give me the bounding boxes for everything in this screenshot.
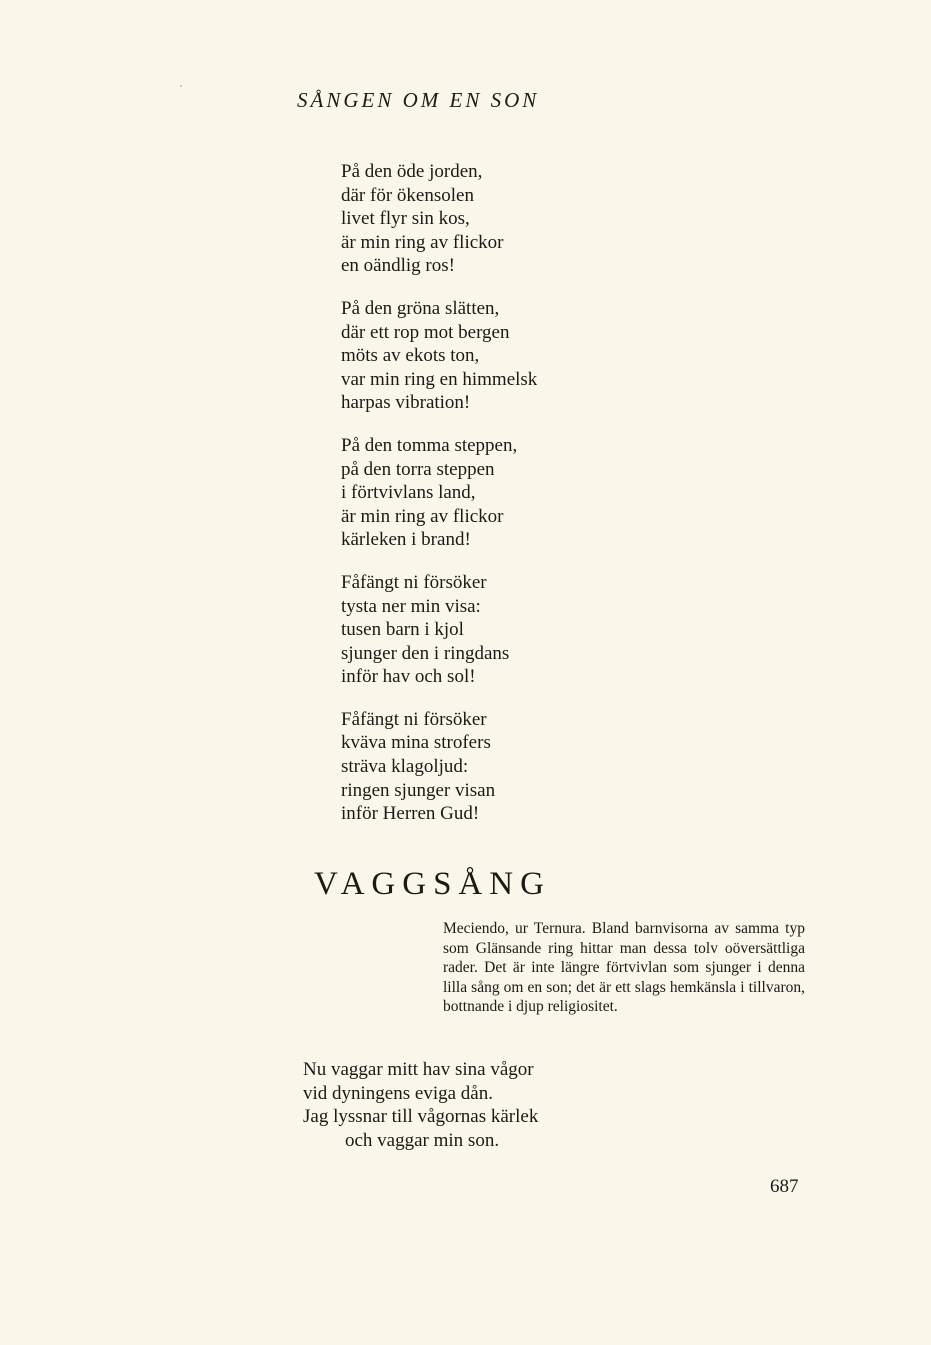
poem-line: sjunger den i ringdans [341, 642, 510, 664]
poem-line: är min ring av flickor [341, 231, 504, 253]
poem-line: möts av ekots ton, [341, 345, 480, 367]
poem-stanza [341, 708, 661, 826]
poem [341, 160, 661, 845]
poem-line: Fåfängt ni försöker [341, 571, 487, 593]
lullaby-line: och vaggar min son. [345, 1129, 500, 1151]
poem-line: livet flyr sin kos, [341, 208, 470, 230]
lullaby-stanza [303, 1058, 643, 1152]
poem-line: harpas vibration! [341, 392, 471, 414]
poem-line: Fåfängt ni försöker [341, 708, 487, 730]
paper-speck [180, 85, 182, 87]
poem-stanza [341, 297, 661, 415]
poem-line: På den gröna slätten, [341, 297, 500, 319]
poem-line: i förtvivlans land, [341, 482, 476, 504]
poem-line: inför hav och sol! [341, 666, 476, 688]
poem-line: en oändlig ros! [341, 255, 455, 277]
lullaby-line: vid dyningens eviga dån. [303, 1082, 493, 1104]
poem-line: På den tomma steppen, [341, 434, 518, 456]
poem-line: ringen sjunger visan [341, 779, 496, 801]
lullaby-line: Jag lyssnar till vågornas kärlek [303, 1106, 539, 1128]
poem-line: kväva mina strofers [341, 732, 491, 754]
poem-line: På den öde jorden, [341, 161, 483, 182]
page-number: 687 [770, 1176, 799, 1197]
section-heading: VAGGSÅNG [314, 866, 551, 902]
poem-line: är min ring av flickor [341, 505, 504, 527]
editorial-note: Meciendo, ur Ternura. Bland barnvisorna av samma typ som Glänsande ring hittar man dessa tolv oöversättliga rader. Det är inte längre förtvivlan som sjunger i denna lilla sång om en son; det är ett slags hemkänsla i tillvaron, bottnande i djup religiositet. [443, 920, 805, 1016]
poem-line: där för ökensolen [341, 184, 474, 206]
poem-line: sträva klagoljud: [341, 756, 469, 778]
poem-stanza [341, 160, 661, 278]
poem-stanza [341, 571, 661, 689]
poem-line: tusen barn i kjol [341, 619, 464, 641]
lullaby-line: Nu vaggar mitt hav sina vågor [303, 1059, 534, 1080]
poem-stanza [341, 434, 661, 552]
poem-line: inför Herren Gud! [341, 803, 480, 825]
poem-line: på den torra steppen [341, 458, 495, 480]
poem-line: där ett rop mot bergen [341, 321, 510, 343]
running-title: SÅNGEN OM EN SON [297, 88, 540, 112]
poem-line: kärleken i brand! [341, 529, 471, 551]
poem-line: tysta ner min visa: [341, 595, 481, 617]
poem-line: var min ring en himmelsk [341, 368, 538, 390]
